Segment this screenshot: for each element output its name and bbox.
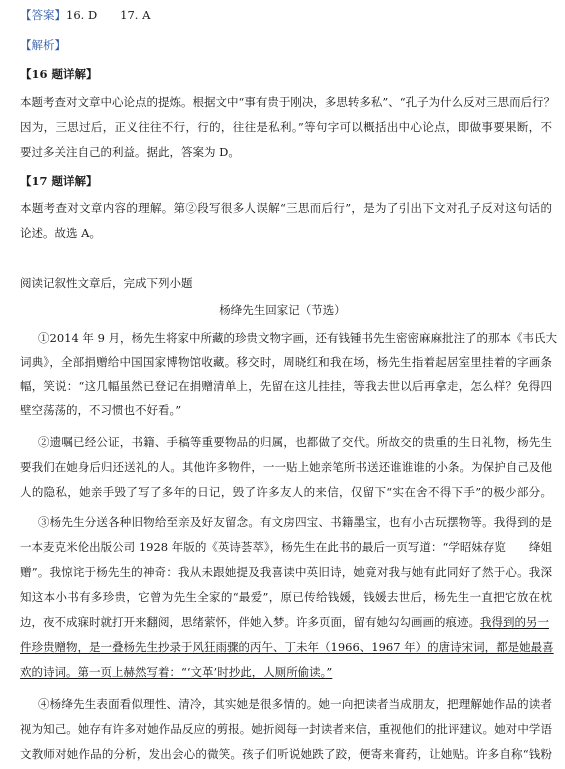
para3-underlined: 欢的诗词。第一页上赫然写着：“‘文革’时抄此，人厕所偷读。” [20, 665, 333, 679]
para1-line: 幅，笑说：“这几幅虽然已登记在捐赠清单上，先留在这儿挂挂，等我去世以后再拿走，怎么样？免得四 [20, 379, 552, 393]
q16-line: 要过多关注自己的利益。据此，答案为 D。 [20, 145, 240, 159]
para3-underlined-line: 件珍贵赠物，是一叠杨先生抄录于风狂雨骤的丙午、丁未年（1966、1967 年）的唐诗宋词，都是她最喜 [20, 640, 554, 654]
para3-line [20, 615, 552, 629]
para1-line: 壁空荡荡的，不习惯也不好看。” [20, 403, 182, 417]
para2-line: ②遗嘱已经公证，书籍、手稿等重要物品的归属，也都做了交代。所故交的贵重的生日礼物，杨先生 [38, 435, 552, 449]
q16-line: 因为，三思过后，正义往往不行，行的，往往是私利。”等句字可以概括出中心论点，即做事要果断，不 [20, 120, 552, 134]
analysis-tag: 【解析】 [20, 38, 66, 52]
para3-line: 知这本小书有多珍贵，它曾为先生全家的“最爱”，原已传给钱媛，钱媛去世后，杨先生一直把它放在枕 [20, 590, 552, 604]
answer-value: 16. D 17. A [66, 8, 151, 22]
para3-line: 赠”。我惊诧于杨先生的神奇：我从未跟她提及我喜读中英旧诗，她竟对我与她有此同好了然于心。我深 [20, 565, 552, 579]
para1-line: ①2014 年 9 月，杨先生将家中所藏的珍贵文物字画，还有钱锺书先生密密麻麻批注了的那本《韦氏大 [38, 331, 558, 345]
para3-line: 一本麦克米伦出版公司 1928 年版的《英诗荟萃》，杨先生在此书的最后一页写道：“学昭妹存览 绛姐 [20, 540, 552, 554]
para4-line: 文教师对她作品的分析，发出会心的微笑。孩子们听说她跌了跤，便寄来膏药，让她贴。许多自称“钱粉 [20, 747, 552, 761]
reading-prompt: 阅读记叙性文章后，完成下列小题 [20, 276, 193, 290]
article-title: 杨绛先生回家记（节选） [219, 303, 346, 317]
answer-line [20, 8, 552, 22]
answer-tag: 【答案】 [20, 8, 66, 22]
q16-line: 本题考查对文章中心论点的提炼。根据文中“事有贵于刚决，多思转多私”、“孔子为什么反对三思而后行？ [20, 95, 556, 109]
para4-line: ④杨绛先生表面看似理性、清冷，其实她是很多情的。她一向把读者当成朋友，把理解她作品的读者 [38, 697, 552, 711]
para1-line: 词典》，全部捐赠给中国国家博物馆收藏。移交时，周晓红和我在场，杨先生指着起居室里挂着的字画条 [20, 355, 552, 369]
q17-line: 论述。故选 A。 [20, 226, 101, 240]
q17-line: 本题考查对文章内容的理解。第②段写很多人误解“三思而后行”，是为了引出下文对孔子反对这句话的 [20, 201, 552, 215]
para3-line: ③杨先生分送各种旧物给至亲及好友留念。有文房四宝、书籍墨宝，也有小古玩摆物等。我得到的是 [38, 515, 552, 529]
para3-text: 边，夜不成寐时就打开来翻阅，思绪萦怀，伴她入梦。许多页面，留有她勾勾画画的痕迹。 [20, 615, 480, 629]
para4-line: 视为知己。她存有许多对她作品反应的剪报。她折阅每一封读者来信，重视他们的批评建议。她对中学语 [20, 722, 552, 736]
para3-underlined-line [20, 665, 552, 679]
q17-title: 【17 题详解】 [20, 174, 98, 188]
para3-underlined: 我得到的另一 [480, 615, 549, 629]
para2-line: 要我们在她身后归还送礼的人。其他许多物件，一一贴上她亲笔所书送还谁谁谁的小条。为保护自己及他 [20, 460, 552, 474]
para2-line: 人的隐私，她亲手毁了写了多年的日记，毁了许多友人的来信，仅留下“实在舍不得下手”的极少部分。 [20, 485, 552, 499]
q16-title: 【16 题详解】 [20, 67, 98, 81]
